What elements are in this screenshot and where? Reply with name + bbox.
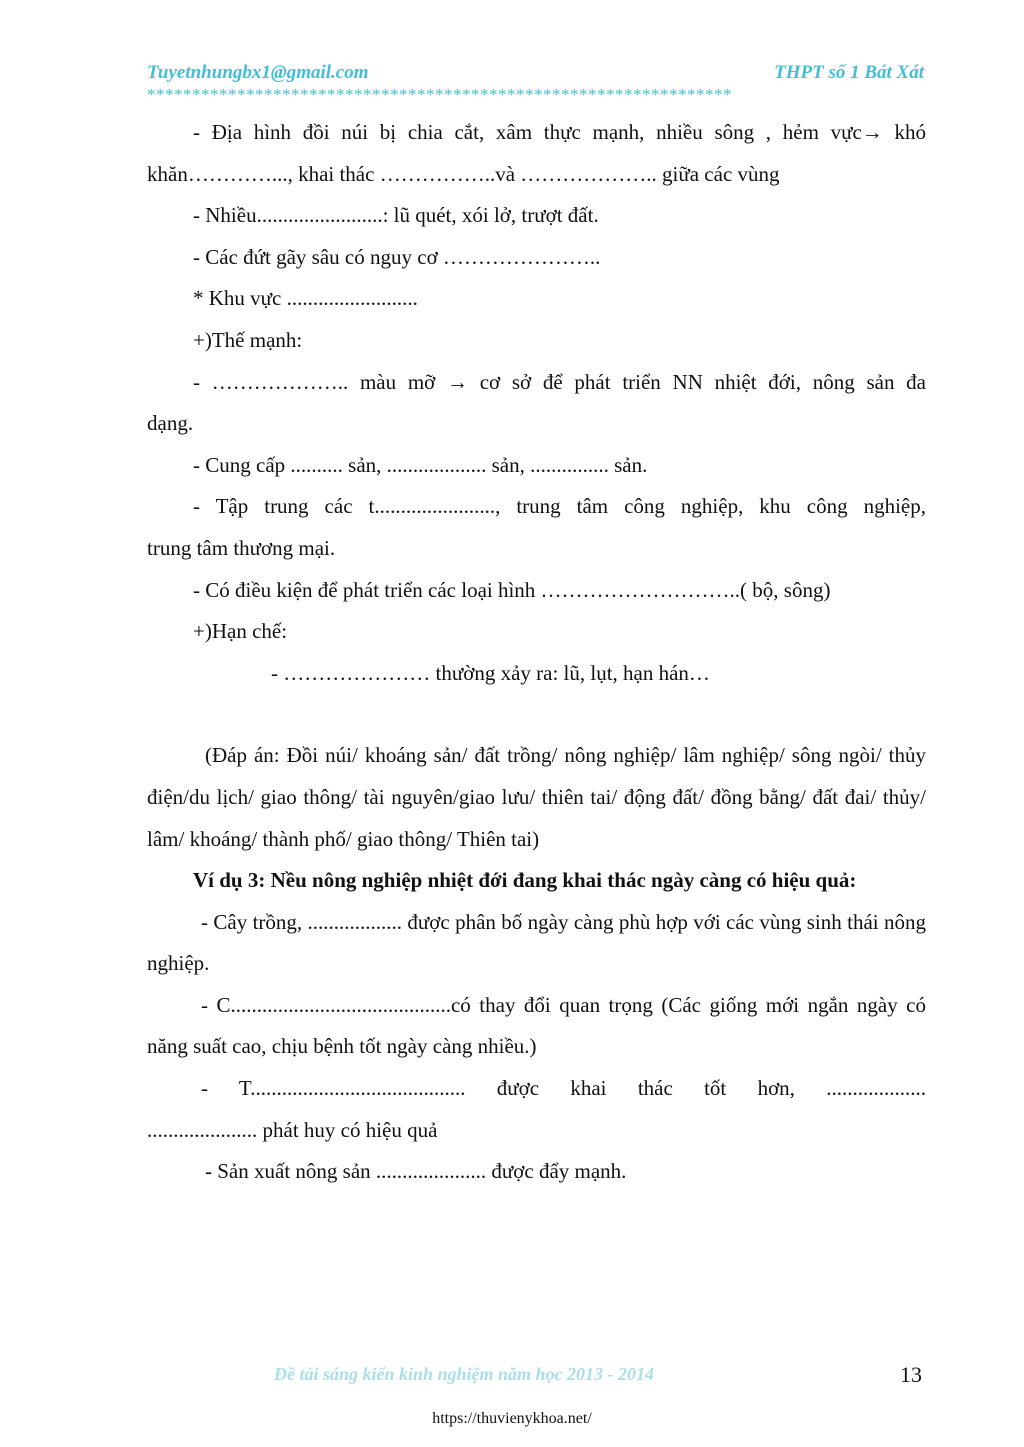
header-email: Tuyetnhungbx1@gmail.com (147, 62, 369, 83)
text-line: dạng. (147, 411, 194, 436)
text-line: - Tập trung các t......................., trung tâm công nghiệp, khu công nghiệp, (193, 494, 926, 519)
text-line: - Có điều kiện để phát triển các loại hình ………………………..( bộ, sông) (193, 577, 831, 602)
header-divider: ***************************************************************** (147, 86, 732, 104)
text-line: +)Thế mạnh: (193, 327, 303, 352)
text-line: +)Hạn chế: (193, 619, 288, 644)
text-line: - Nhiều........................: lũ quét, xói lở, trượt đất. (193, 203, 599, 228)
answer-key: (Đáp án: Đồi núi/ khoáng sản/ đất trồng/ nông nghiệp/ lâm nghiệp/ sông ngòi/ thủy điện/du lịch/ giao thông/ tài nguyên/giao lưu/ thiên tai/ động đất/ đồng bằng/ đất đai/ thủy/ lâm/ khoáng/ thành phố/ giao thông/ Thiên tai) (147, 743, 926, 851)
text-line: - ……………….. màu mỡ → cơ sở để phát triển NN nhiệt đới, nông sản đa (193, 369, 926, 394)
example-item: - Sản xuất nông sản ..................... được đẩy mạnh. (205, 1159, 627, 1184)
page-body (147, 112, 926, 1193)
text-line: - ………………… thường xảy ra: lũ, lụt, hạn hán… (271, 660, 710, 685)
example-item: - C..........................................có thay đổi quan trọng (Các giống mới ngắn ngày có năng suất cao, chịu bệnh tốt ngày càng nhiều.) (147, 992, 926, 1059)
text-line: - Địa hình đồi núi bị chia cắt, xâm thực mạnh, nhiều sông , hẻm vực→ khó (193, 120, 926, 144)
header-school: THPT số 1 Bát Xát (774, 62, 924, 83)
text-line: - Cung cấp .......... sản, ................... sản, ............... sản. (193, 452, 648, 477)
example-item: ..................... phát huy có hiệu quả (147, 1117, 438, 1142)
text-line: khăn…………..., khai thác ……………..và ……………….. giữa các vùng (147, 161, 780, 186)
text-line: - Các đứt gãy sâu có nguy cơ ………………….. (193, 244, 601, 269)
example-item: - T......................................... được khai thác tốt hơn, ................... (201, 1076, 926, 1101)
page-number: 13 (900, 1362, 922, 1387)
source-url: https://thuvienykhoa.net/ (432, 1410, 592, 1427)
example-heading: Ví dụ 3: Nều nông nghiệp nhiệt đới đang khai thác ngày càng có hiệu quả: (193, 868, 857, 893)
text-line: * Khu vực ......................... (193, 286, 418, 311)
footer-title: Đề tài sáng kiến kinh nghiệm năm học 2013 - 2014 (274, 1364, 655, 1384)
text-line: trung tâm thương mại. (147, 535, 336, 560)
example-item: - Cây trồng, .................. được phân bố ngày càng phù hợp với các vùng sinh thái nông nghiệp. (147, 909, 926, 976)
